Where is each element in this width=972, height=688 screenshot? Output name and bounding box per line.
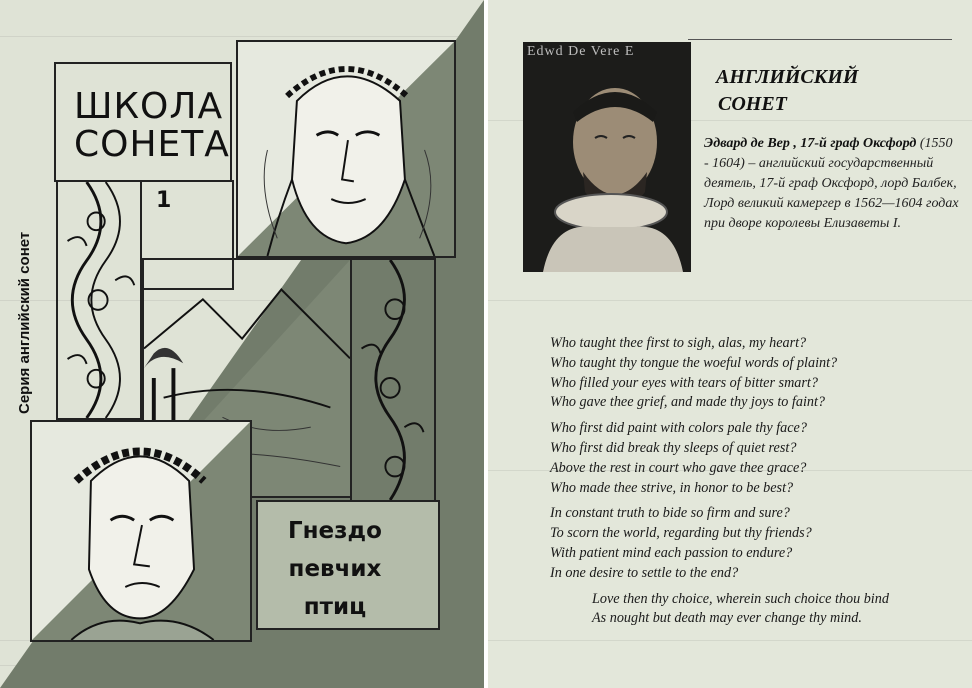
sonnet-line: Who taught thee first to sigh, alas, my heart? [550,335,807,351]
author-portrait [523,42,691,272]
author-bio [704,134,960,234]
sonnet-line: Who gave thee grief, and made thy joys to faint? [550,394,826,411]
vine-ornament-left [56,180,142,420]
floral-ornament-illustration [58,182,140,418]
sonnet-line: Above the rest in court who gave thee grace? [550,459,807,476]
sonnet-quatrain-3 [550,504,889,583]
volume-number: 1 [156,188,172,213]
floral-ornament-illustration [352,260,434,500]
page-heading [716,64,858,118]
sonnet-couplet [550,590,889,630]
portrait-top-image [236,40,456,258]
book-title-box [256,500,440,630]
series-title-line: СОНЕТА [74,124,230,165]
sonnet-line: Who filled your eyes with tears of bitter smart? [550,374,818,391]
portrait-bottom-image [30,420,252,642]
sonnet-line: Love then thy choice, wherein such choice thou bind [592,590,889,607]
sonnet-line: Who made thee strive, in honor to be best? [550,479,794,496]
series-title [74,88,230,164]
sonnet-info-page [488,0,972,688]
page-heading-line: СОНЕТ [718,93,787,115]
series-title-line: ШКОЛА [74,86,224,127]
book-title-line: птиц [303,594,367,620]
sonnet-line: As nought but death may ever change thy mind. [592,610,862,627]
sonnet-line: Who taught thy tongue the woeful words of plaint? [550,354,838,371]
vine-ornament-right [350,258,436,502]
sonnet-quatrain-1 [550,334,889,413]
sonnet-line: Who first did break thy sleeps of quiet rest? [550,439,797,456]
series-title-box [54,62,232,182]
series-name-vertical: Серия английский сонет [16,231,33,414]
sonnet-line: In one desire to settle to the end? [550,564,739,581]
book-title-line: Гнездо [288,518,382,544]
manuscript-line [488,300,972,301]
sonnet-text [550,334,889,629]
page-heading-line: АНГЛИЙСКИЙ [716,66,859,88]
sonnet-line: With patient mind each passion to endure? [550,544,793,561]
sonnet-quatrain-2 [550,419,889,498]
laurel-portrait-illustration [238,42,454,256]
book-title-line: певчих [288,556,382,582]
author-portrait-painting [523,42,691,272]
book-cover [0,0,484,688]
author-name: Эдвард де Вер , 17-й граф Оксфорд [704,136,917,151]
manuscript-line [488,640,972,641]
sonnet-line: Who first did paint with colors pale thy face? [550,420,807,437]
sonnet-line: In constant truth to bide so firm and sure? [550,505,790,522]
book-title [288,512,382,626]
sonnet-line: To scorn the world, regarding but thy friends? [550,525,812,542]
header-rule [688,39,952,40]
author-bio-text: (1550 - 1604) – английский государственный деятель, 17-й граф Оксфорд, лорд Балбек, Лорд великий камергер в 1562—1604 годах при дворе королевы Елизаветы I. [704,136,959,231]
laurel-portrait-illustration [32,422,250,640]
portrait-inscription: Edwd De Vere E [527,44,635,59]
